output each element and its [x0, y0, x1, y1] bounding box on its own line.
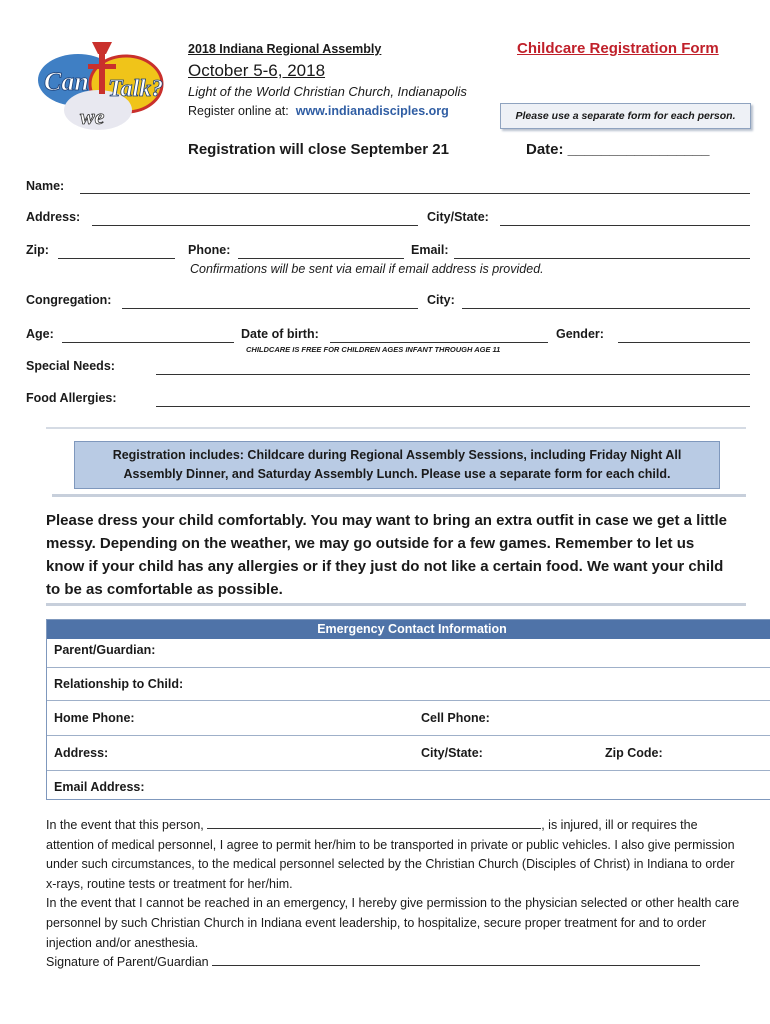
- zip-label: Zip:: [26, 243, 49, 257]
- email-field[interactable]: [454, 258, 750, 259]
- registration-includes-box: [74, 441, 720, 489]
- name-field[interactable]: [80, 193, 750, 194]
- separate-form-note: Please use a separate form for each person.: [500, 103, 751, 129]
- phone-field[interactable]: [238, 258, 404, 259]
- name-label: Name:: [26, 179, 65, 193]
- age-label: Age:: [26, 327, 54, 341]
- includes-line-2: Assembly Dinner, and Saturday Assembly Lunch. Please use a separate form for each child.: [123, 467, 671, 481]
- food-allergies-field[interactable]: [156, 406, 750, 407]
- gender-label: Gender:: [556, 327, 604, 341]
- city-state-label: City/State:: [427, 210, 489, 224]
- congregation-label: Congregation:: [26, 293, 112, 307]
- zip-field[interactable]: [58, 258, 175, 259]
- parent-guardian-label: Parent/Guardian:: [54, 643, 156, 657]
- email-address-label: Email Address:: [54, 780, 145, 794]
- event-dates: October 5-6, 2018: [188, 61, 326, 80]
- special-needs-label: Special Needs:: [26, 359, 115, 373]
- row-divider: [47, 770, 770, 771]
- email-label: Email:: [411, 243, 449, 257]
- includes-line-1: Registration includes: Childcare during Regional Assembly Sessions, including Friday Night All: [112, 448, 682, 462]
- age-field[interactable]: [62, 342, 234, 343]
- emergency-address-label: Address:: [54, 746, 109, 760]
- assembly-title: 2018 Indiana Regional Assembly: [188, 42, 382, 56]
- includes-divider: [52, 494, 746, 497]
- confirmation-note: Confirmations will be sent via email if email address is provided.: [190, 262, 544, 276]
- date-field[interactable]: Date: _________________: [526, 141, 710, 158]
- register-url-link[interactable]: www.indianadisciples.org: [295, 104, 449, 118]
- phone-label: Phone:: [188, 243, 231, 257]
- row-divider: [47, 700, 770, 701]
- gender-field[interactable]: [618, 342, 750, 343]
- register-prefix: Register online at:: [188, 104, 289, 118]
- food-allergies-label: Food Allergies:: [26, 391, 117, 405]
- emergency-contact-header: Emergency Contact Information: [47, 620, 770, 639]
- signature-label: Signature of Parent/Guardian: [46, 955, 209, 970]
- dress-note: Please dress your child comfortably. You may want to bring an extra outfit in case we get a little messy. Depending on the weather, we may go outside for a few games. Remember to let us know if your child has any allergies or if they just do not like a certain food. We want your child to be as comfortable as possible.: [46, 512, 728, 598]
- congregation-field[interactable]: [122, 308, 418, 309]
- cell-phone-label: Cell Phone:: [421, 711, 490, 725]
- city-label: City:: [427, 293, 455, 307]
- logo-text-we: we: [80, 104, 105, 129]
- address-label: Address:: [26, 210, 81, 224]
- dob-label: Date of birth:: [241, 327, 319, 341]
- register-line: [188, 104, 449, 118]
- free-childcare-note: CHILDCARE IS FREE FOR CHILDREN AGES INFANT THROUGH AGE 11: [246, 345, 501, 354]
- dob-field[interactable]: [330, 342, 548, 343]
- divider: [46, 427, 746, 429]
- dress-divider: [46, 603, 746, 606]
- can-we-talk-logo: [34, 38, 166, 134]
- relationship-label: Relationship to Child:: [54, 677, 184, 691]
- consent-p1-rest: , is injured, ill or requires the attention of medical personnel, I agree to permit her/him to be transported in private or public vehicles. I also give permission under such circumstances, to the medical personnel selected by the Christian Church (Disciples of Christ) in Indiana to order x-rays, routine tests or treatment for her/him.: [46, 818, 735, 891]
- signature-line: [46, 953, 746, 973]
- special-needs-field[interactable]: [156, 374, 750, 375]
- consent-paragraph-2: In the event that I cannot be reached in an emergency, I hereby give permission to the physician selected or other health care personnel by such Christian Church in Indiana event leadership, to hospitalize, secure proper treatment for and to order injection and/or anesthesia.: [46, 896, 740, 950]
- medical-consent: [46, 816, 746, 973]
- row-divider: [47, 735, 770, 736]
- signature-field[interactable]: [212, 953, 700, 966]
- form-title: Childcare Registration Form: [517, 40, 719, 57]
- emergency-city-state-label: City/State:: [421, 746, 483, 760]
- home-phone-label: Home Phone:: [54, 711, 135, 725]
- row-divider: [47, 667, 770, 668]
- registration-close-notice: Registration will close September 21: [188, 141, 449, 158]
- logo-text-can: Can: [44, 67, 89, 96]
- consent-paragraph-1: [46, 816, 746, 894]
- logo-text-talk: Talk?: [108, 76, 164, 102]
- zip-code-label: Zip Code:: [605, 746, 663, 760]
- event-host: Light of the World Christian Church, Indianapolis: [188, 84, 467, 99]
- city-field[interactable]: [462, 308, 750, 309]
- city-state-field[interactable]: [500, 225, 750, 226]
- person-name-field[interactable]: [207, 816, 541, 829]
- consent-p1-start: In the event that this person,: [46, 818, 204, 832]
- address-field[interactable]: [92, 225, 418, 226]
